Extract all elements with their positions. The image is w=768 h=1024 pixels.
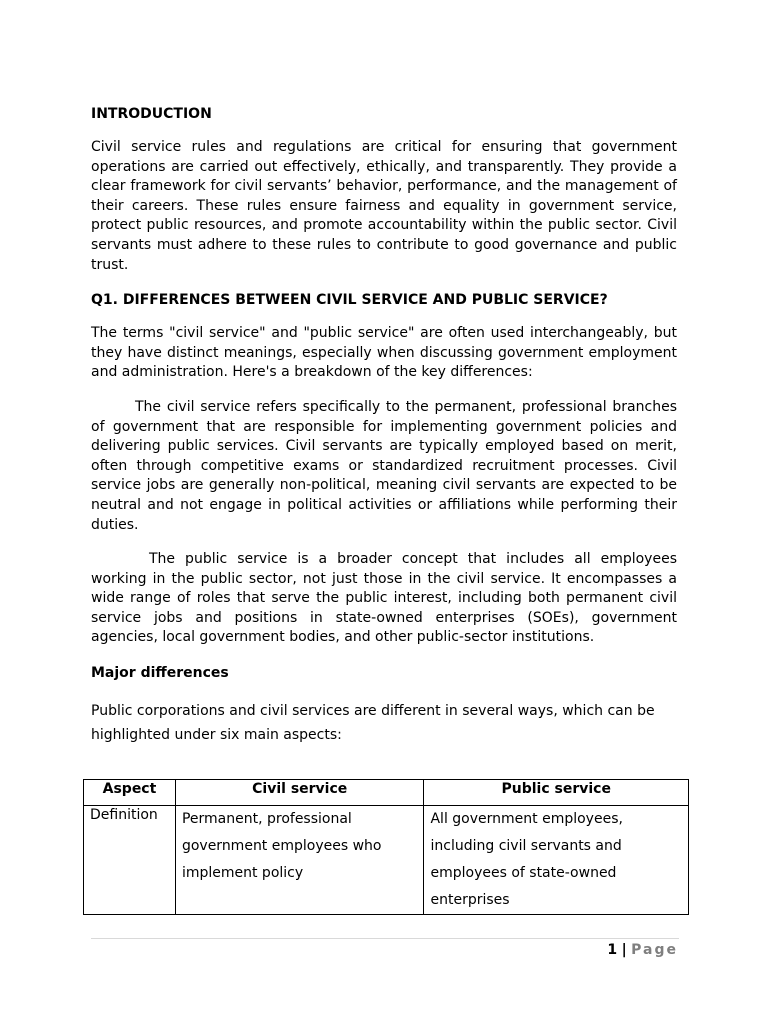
table-row	[84, 806, 689, 915]
differences-table	[83, 779, 689, 915]
table-header-cell: Aspect	[84, 780, 176, 806]
table-cell: Permanent, professional government employees who implement policy	[175, 806, 424, 915]
page-label: Page	[631, 942, 678, 958]
table-header-cell: Civil service	[175, 780, 424, 806]
footer-separator: |	[621, 942, 627, 958]
q1-heading: Q1. DIFFERENCES BETWEEN CIVIL SERVICE AND PUBLIC SERVICE?	[91, 292, 608, 309]
table-cell: Definition	[84, 806, 176, 915]
table-header-row	[84, 780, 689, 806]
q1-paragraph-2: The civil service refers specifically to the permanent, professional branches of government that are responsible for implementing government policies and delivering public services. Civil servants are typically employed based on merit, often through competitive exams or standardized recruitment processes. Civil service jobs are generally non-political, meaning civil servants are expected to be neutral and not engage in political activities or affiliations while performing their duties.	[91, 398, 677, 533]
intro-paragraph: Civil service rules and regulations are critical for ensuring that government operations are carried out effectively, ethically, and transparently. They provide a clear framework for civil servants’ behavior, performance, and the management of their careers. These rules ensure fairness and equality in government service, protect public resources, and promote accountability within the public sector. Civil servants must adhere to these rules to contribute to good governance and public trust.	[91, 139, 677, 273]
page-footer	[607, 940, 678, 960]
intro-heading: INTRODUCTION	[91, 106, 212, 122]
q1-paragraph-1: The terms "civil service" and "public service" are often used interchangeably, but they have distinct meanings, especially when discussing government employment and administration. Here's a breakdown of the key differences:	[91, 325, 677, 381]
table-cell: All government employees, including civil servants and employees of state-owned enterprises	[424, 806, 689, 915]
page-number: 1	[607, 942, 618, 958]
major-differences-paragraph: Public corporations and civil services are different in several ways, which can be highlighted under six main aspects:	[91, 703, 655, 744]
major-differences-heading: Major differences	[91, 665, 229, 682]
footer-divider	[91, 938, 679, 939]
document-body	[91, 104, 677, 747]
q1-paragraph-3: The public service is a broader concept that includes all employees working in the public sector, not just those in the civil service. It encompasses a wide range of roles that serve the public interest, including both permanent civil service jobs and positions in state-owned enterprises (SOEs), government agencies, local government bodies, and other public-sector institutions.	[91, 551, 677, 646]
table-header-cell: Public service	[424, 780, 689, 806]
